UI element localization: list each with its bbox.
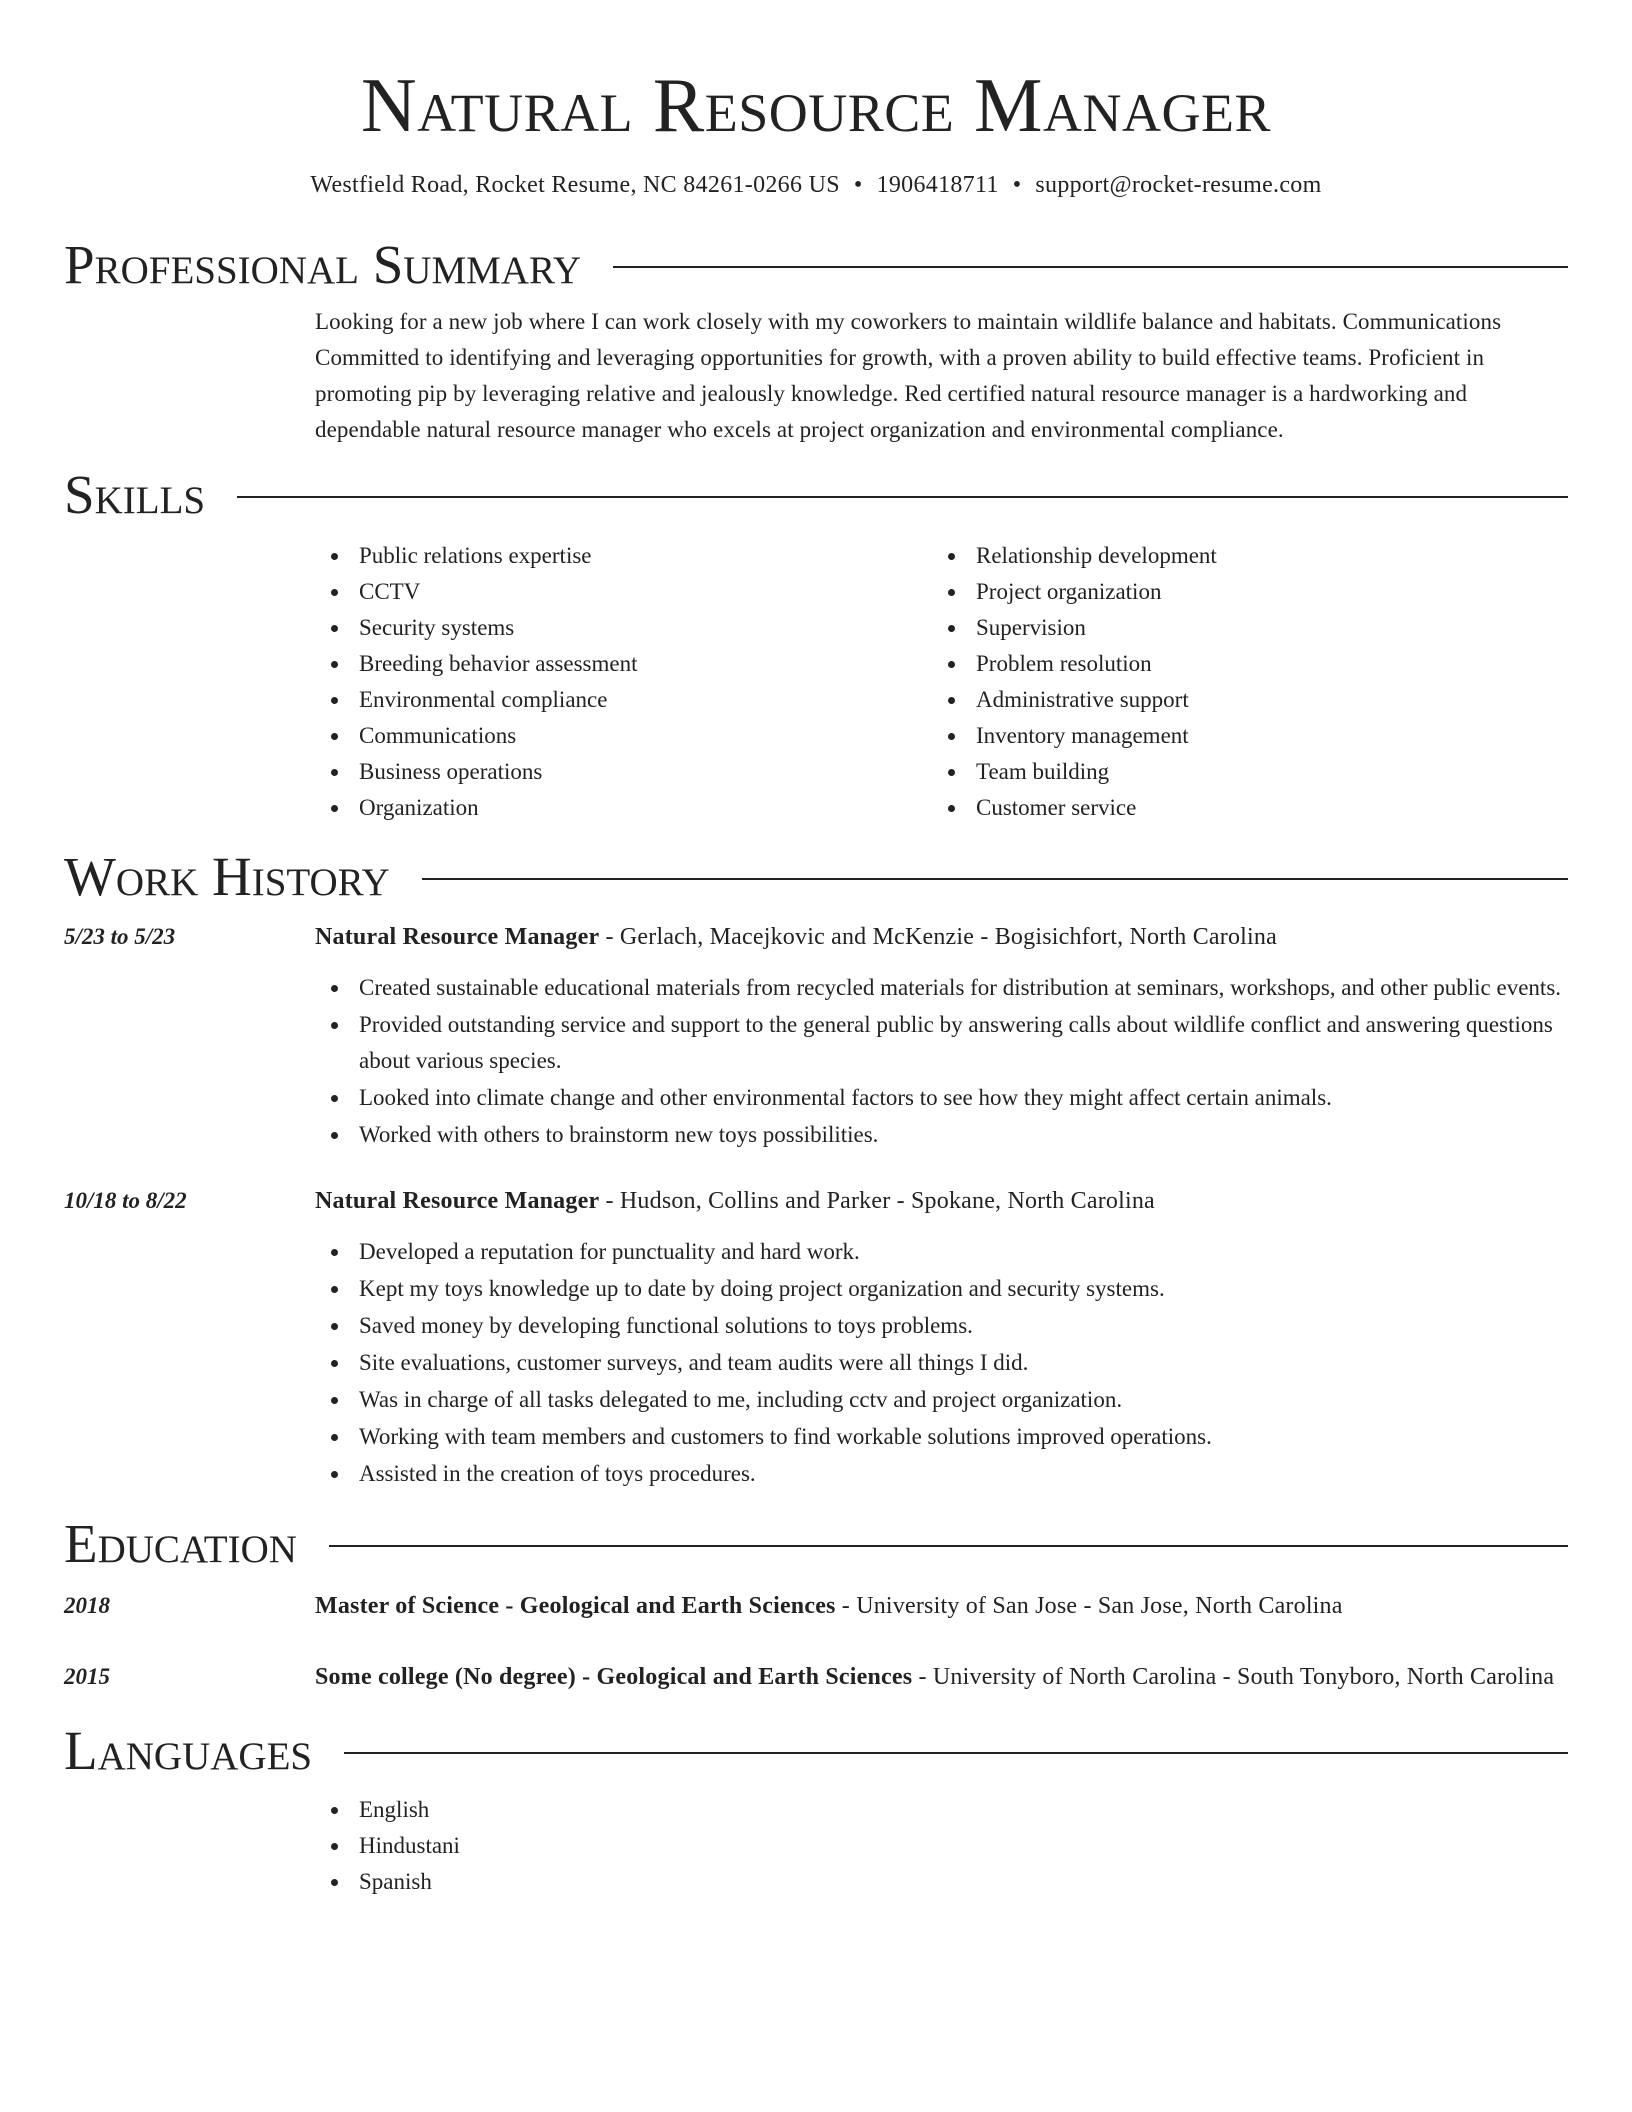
job-title: Natural Resource Manager xyxy=(315,1188,600,1214)
skills-section-heading xyxy=(64,464,1568,526)
section-title: Skills xyxy=(64,464,206,525)
job-bullet: Provided outstanding service and support to the general public by answering calls about wildlife conflict and answering questions about various species. xyxy=(315,1007,1568,1079)
skill-item: Customer service xyxy=(932,790,1549,826)
languages-list xyxy=(315,1792,1568,1900)
job-body xyxy=(315,918,1568,1154)
work-section-heading xyxy=(64,846,1568,908)
job-bullet: Was in charge of all tasks delegated to me, including cctv and project organization. xyxy=(315,1382,1568,1418)
job-bullet: Working with team members and customers to find workable solutions improved operations. xyxy=(315,1419,1568,1455)
job-details: - Gerlach, Macejkovic and McKenzie - Bogisichfort, North Carolina xyxy=(599,924,1277,950)
languages-section-heading xyxy=(64,1720,1568,1782)
education-body xyxy=(315,1587,1568,1625)
section-rule xyxy=(237,496,1568,498)
education-body xyxy=(315,1658,1568,1696)
section-rule xyxy=(422,878,1568,880)
job-date: 5/23 to 5/23 xyxy=(64,924,176,949)
skill-item: Supervision xyxy=(932,610,1549,646)
job-bullet: Assisted in the creation of toys procedures. xyxy=(315,1456,1568,1492)
job-bullets xyxy=(315,970,1568,1153)
contact-line xyxy=(64,168,1568,202)
education-details: - University of North Carolina - South Tonyboro, North Carolina xyxy=(912,1664,1555,1690)
job-bullet: Site evaluations, customer surveys, and team audits were all things I did. xyxy=(315,1345,1568,1381)
contact-phone: 1906418711 xyxy=(876,172,999,198)
language-item: Spanish xyxy=(315,1864,1568,1900)
skills-list-right xyxy=(932,538,1549,826)
section-title: Professional Summary xyxy=(64,234,582,295)
skill-item: Project organization xyxy=(932,574,1549,610)
skill-item: Relationship development xyxy=(932,538,1549,574)
education-degree: Some college (No degree) - Geological and Earth Sciences xyxy=(315,1664,913,1690)
section-rule xyxy=(613,266,1568,268)
job-bullet: Kept my toys knowledge up to date by doing project organization and security systems. xyxy=(315,1271,1568,1307)
contact-email: support@rocket-resume.com xyxy=(1035,172,1322,198)
section-rule xyxy=(329,1545,1568,1547)
contact-address: Westfield Road, Rocket Resume, NC 84261-0266 US xyxy=(310,172,840,198)
job-bullet: Created sustainable educational materials from recycled materials for distribution at seminars, workshops, and other public events. xyxy=(315,970,1568,1006)
resume-name: Natural Resource Manager xyxy=(361,62,1271,148)
skill-item: Security systems xyxy=(315,610,932,646)
job-title-line xyxy=(315,918,1568,956)
skill-item: Environmental compliance xyxy=(315,682,932,718)
language-item: Hindustani xyxy=(315,1828,1568,1864)
job-title: Natural Resource Manager xyxy=(315,924,600,950)
section-title: Work History xyxy=(64,846,390,907)
job-date: 10/18 to 8/22 xyxy=(64,1188,187,1213)
job-entry xyxy=(64,918,1568,1154)
skill-item: Problem resolution xyxy=(932,646,1549,682)
job-bullet: Saved money by developing functional solutions to toys problems. xyxy=(315,1308,1568,1344)
language-item: English xyxy=(315,1792,1568,1828)
skill-item: Breeding behavior assessment xyxy=(315,646,932,682)
section-title: Education xyxy=(64,1513,297,1574)
education-section-heading xyxy=(64,1513,1568,1575)
skill-item: Administrative support xyxy=(932,682,1549,718)
education-date: 2018 xyxy=(64,1593,110,1618)
job-bullet: Worked with others to brainstorm new toys possibilities. xyxy=(315,1117,1568,1153)
contact-separator: • xyxy=(1012,172,1022,198)
summary-section-heading xyxy=(64,234,1568,296)
resume-page xyxy=(64,0,1568,1900)
skill-item: Organization xyxy=(315,790,932,826)
section-rule xyxy=(344,1752,1568,1754)
contact-separator: • xyxy=(853,172,863,198)
education-degree: Master of Science - Geological and Earth Sciences xyxy=(315,1593,836,1619)
skill-item: Team building xyxy=(932,754,1549,790)
education-title-line xyxy=(315,1587,1568,1625)
summary-text: Looking for a new job where I can work closely with my coworkers to maintain wildlife balance and habitats. Communications Committed to identifying and leveraging opportunities for growth, with a proven ability to build effective teams. Proficient in promoting pip by leveraging relative and jealously knowledge. Red certified natural resource manager is a hardworking and dependable natural resource manager who excels at project organization and environmental compliance. xyxy=(315,309,1502,442)
education-entry xyxy=(64,1658,1568,1696)
section-title: Languages xyxy=(64,1720,313,1781)
education-details: - University of San Jose - San Jose, North Carolina xyxy=(835,1593,1343,1619)
job-body xyxy=(315,1182,1568,1493)
job-details: - Hudson, Collins and Parker - Spokane, North Carolina xyxy=(599,1188,1155,1214)
job-title-line xyxy=(315,1182,1568,1220)
education-date: 2015 xyxy=(64,1664,110,1689)
education-entry xyxy=(64,1587,1568,1625)
education-title-line xyxy=(315,1658,1568,1696)
skill-item: CCTV xyxy=(315,574,932,610)
skill-item: Public relations expertise xyxy=(315,538,932,574)
skills-list-left xyxy=(315,538,932,826)
skill-item: Communications xyxy=(315,718,932,754)
skills-grid xyxy=(315,538,1568,826)
skill-item: Inventory management xyxy=(932,718,1549,754)
job-bullet: Looked into climate change and other environmental factors to see how they might affect certain animals. xyxy=(315,1080,1568,1116)
skill-item: Business operations xyxy=(315,754,932,790)
job-entry xyxy=(64,1182,1568,1493)
job-bullets xyxy=(315,1234,1568,1492)
job-bullet: Developed a reputation for punctuality and hard work. xyxy=(315,1234,1568,1270)
